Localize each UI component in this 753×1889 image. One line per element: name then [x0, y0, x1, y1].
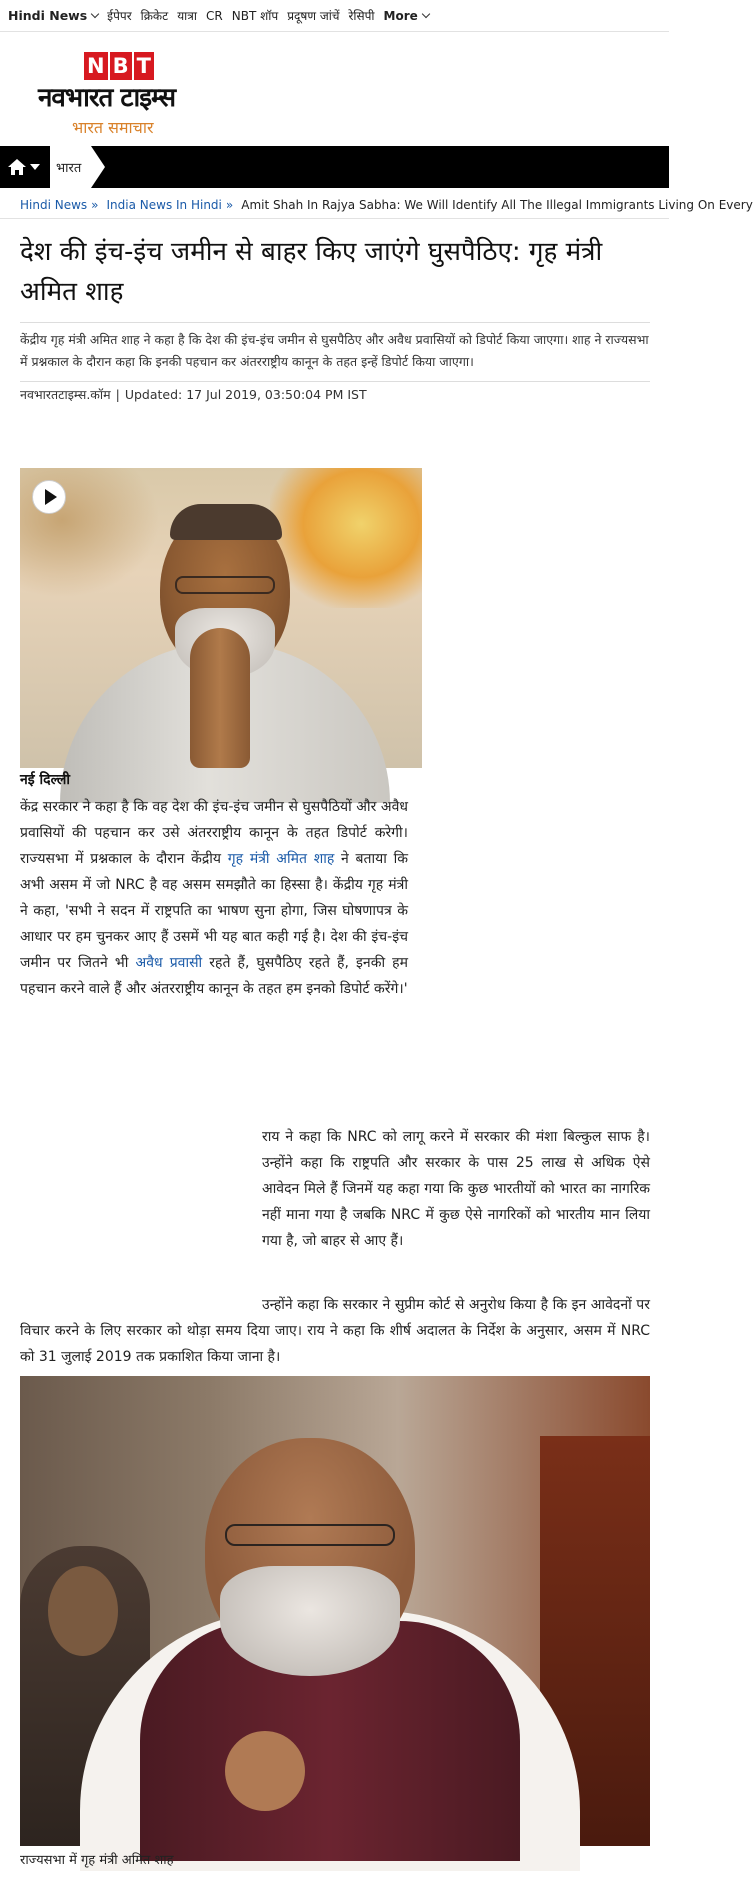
caret-down-icon: [30, 164, 40, 170]
nav-nbt-shop[interactable]: NBT शॉप: [231, 9, 279, 23]
nav-more[interactable]: [384, 9, 429, 23]
article-dateline: नई दिल्ली: [20, 772, 71, 788]
breadcrumb-hindi-news[interactable]: Hindi News: [20, 198, 88, 212]
breadcrumb-separator: »: [91, 198, 99, 212]
section-bar: [0, 146, 669, 188]
home-menu-button[interactable]: [0, 146, 48, 188]
play-icon[interactable]: [32, 480, 66, 514]
nav-recipe[interactable]: रेसिपी: [348, 9, 375, 23]
article-paragraph-2: राय ने कहा कि NRC को लागू करने में सरकार की मंशा बिल्कुल साफ है। उन्होंने कहा कि राष्ट्रपति और सरकार के पास 25 लाख से अधिक ऐसे आवेदन मिले हैं जिनमें यह कहा गया कि कुछ भारतीयों को भारत का नागरिक नहीं माना गया है जबकि NRC में कुछ ऐसे नागरिकों को भारतीय मान लिया गया है, जो बाहर से आए हैं।: [262, 1129, 650, 1249]
divider: [0, 218, 669, 219]
section-tab-bharat[interactable]: भारत: [50, 146, 91, 188]
breadcrumb-india-news[interactable]: India News In Hindi: [106, 198, 222, 212]
paragraph-text: रहते हैं, घुसपैठिए रहते हैं, इनकी हम पहचान करने वाले हैं और अंतरराष्ट्रीय कानून के तहत हम इनको डिपोर्ट करेंगे।': [20, 955, 408, 997]
article-summary: केंद्रीय गृह मंत्री अमित शाह ने कहा है कि देश की इंच-इंच जमीन से घुसपैठिए और अवैध प्रवासियों को डिपोर्ट किया जाएगा। शाह ने राज्यसभा में प्रश्नकाल के दौरान कहा कि इनकी पहचान कर अंतरराष्ट्रीय कानून के तहत इन्हें डिपोर्ट किया जाएगा।: [20, 322, 650, 382]
breadcrumb: [20, 196, 753, 214]
nav-cricket[interactable]: क्रिकेट: [140, 9, 169, 23]
chevron-down-icon: [91, 10, 99, 18]
article-paragraph-3: उन्होंने कहा कि सरकार ने सुप्रीम कोर्ट से अनुरोध किया है कि इन आवेदनों पर विचार करने के लिए सरकार को थोड़ा समय दिया जाए। राय ने कहा कि शीर्ष अदालत के निर्देश के अनुसार, असम में NRC को 31 जुलाई 2019 तक प्रकाशित किया जाना है।: [20, 1297, 650, 1365]
article-lead-video[interactable]: [20, 468, 422, 768]
nbt-letter-t: T: [134, 52, 154, 80]
home-icon: [8, 159, 26, 175]
paragraph-text: ने बताया कि अभी असम में जो NRC है वह असम समझौते का हिस्सा है। केंद्रीय गृह मंत्री ने कहा, 'सभी ने सदन में राष्ट्रपति का भाषण सुना होगा, जिस घोषणापत्र के आधार पर हम चुनकर आए हैं उसमें भी यह बात कही गई है। देश की इंच-इंच जमीन पर जितने भी: [20, 851, 408, 971]
nav-pollution-check[interactable]: प्रदूषण जांचें: [287, 9, 340, 23]
article-byline: [20, 386, 650, 403]
nav-hindi-news-label: Hindi News: [8, 8, 88, 23]
nav-hindi-news[interactable]: [8, 8, 98, 23]
link-home-minister-amit-shah[interactable]: गृह मंत्री अमित शाह: [227, 851, 335, 867]
chevron-down-icon: [422, 10, 430, 18]
site-section-subtitle: भारत समाचार: [72, 118, 154, 137]
link-illegal-immigrants[interactable]: अवैध प्रवासी: [135, 955, 203, 971]
article-paragraph-1: [20, 794, 408, 1002]
nav-cr[interactable]: CR: [206, 8, 223, 23]
nav-more-label: More: [383, 8, 418, 23]
nav-travel[interactable]: यात्रा: [177, 9, 198, 23]
nbt-letter-n: N: [84, 52, 108, 80]
paragraph-text: केंद्र सरकार ने कहा है कि वह देश की इंच-इंच जमीन से घुसपैठियों और अवैध प्रवासियों की पहचान कर उसे अंतरराष्ट्रीय कानून के तहत डिपोर्ट करेगी। राज्यसभा में प्रश्नकाल के दौरान केंद्रीय: [20, 799, 408, 867]
byline-separator: |: [115, 387, 120, 402]
article-title: देश की इंच-इंच जमीन से बाहर किए जाएंगे घुसपैठिए: गृह मंत्री अमित शाह: [20, 237, 603, 307]
nav-epaper[interactable]: ईपेपर: [107, 9, 132, 23]
top-nav: [0, 0, 669, 32]
image-caption: राज्यसभा में गृह मंत्री अमित शाह: [20, 1853, 174, 1868]
nbt-letter-b: B: [110, 52, 132, 80]
article-image-rajya-sabha: [20, 1376, 650, 1846]
site-name: नवभारत टाइम्स: [38, 83, 176, 113]
breadcrumb-current: Amit Shah In Rajya Sabha: We Will Identify All The Illegal Immigrants Living On Every: [241, 198, 753, 212]
breadcrumb-separator: »: [225, 198, 234, 212]
site-logo[interactable]: [38, 52, 218, 142]
article-source: नवभारतटाइम्स.कॉम: [20, 387, 111, 402]
article-updated: Updated: 17 Jul 2019, 03:50:04 PM IST: [124, 387, 367, 402]
nbt-logo-mark: [84, 52, 154, 80]
